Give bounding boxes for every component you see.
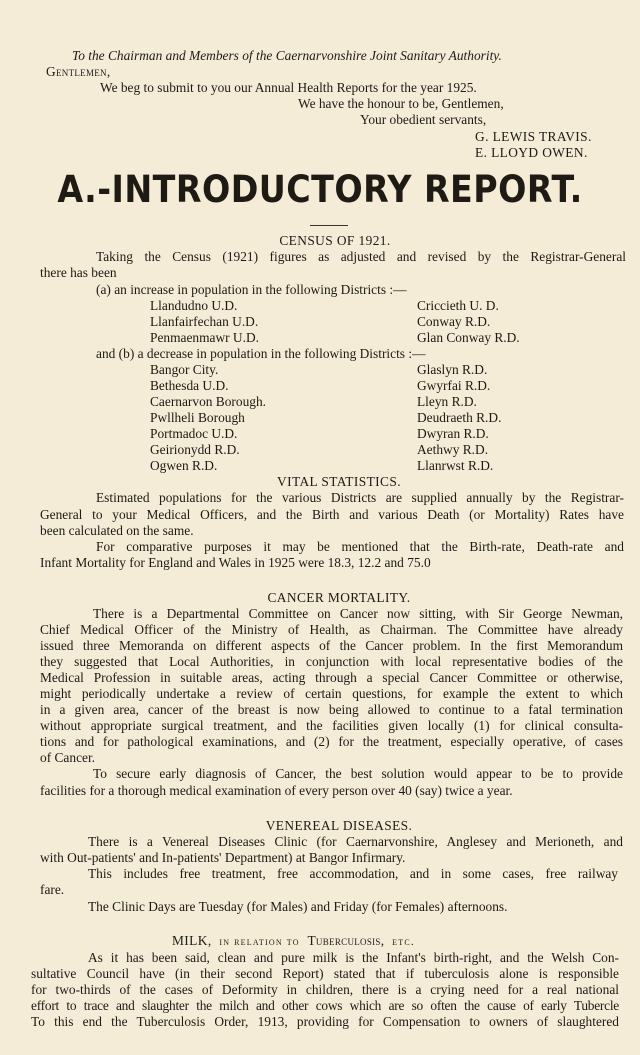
district-name: Llanrwst R.D. <box>417 458 494 473</box>
vital-statistics-heading: VITAL STATISTICS. <box>277 474 401 489</box>
cancer-heading: CANCER MORTALITY. <box>267 590 411 605</box>
district-name: Penmaenmawr U.D. <box>150 330 259 345</box>
vital-text-line: Infant Mortality for England and Wales in 1925 were 18.3, 12.2 and 75.0 <box>40 555 431 570</box>
title-rule <box>310 225 348 226</box>
district-name: Lleyn R.D. <box>417 394 477 409</box>
district-name: Criccieth U. D. <box>417 298 499 313</box>
census-intro-line-1: Taking the Census (1921) figures as adjusted and revised by the Registrar-General <box>96 249 626 264</box>
milk-heading <box>172 933 415 950</box>
district-name: Llandudno U.D. <box>150 298 238 313</box>
milk-heading-main: MILK, <box>172 933 212 948</box>
milk-text-line: effort to trace and slaughter the milch and other cows which are so often the cause of early Tubercle <box>31 998 619 1013</box>
letter-body: We beg to submit to you our Annual Health Reports for the year 1925. <box>100 80 477 95</box>
cancer-text-line: To secure early diagnosis of Cancer, the best solution would appear to be to provide <box>93 766 623 781</box>
venereal-text-line: This includes free treatment, free accommodation, and in some cases, free railway <box>88 866 618 881</box>
district-name: Pwllheli Borough <box>150 410 245 425</box>
milk-heading-mid: in relation to <box>219 936 300 948</box>
district-name: Portmadoc U.D. <box>150 426 238 441</box>
cancer-text-line: Chief Medical Officer of the Ministry of Health, as Chairman. The Committee have already <box>40 622 623 637</box>
venereal-text-line: The Clinic Days are Tuesday (for Males) and Friday (for Females) afternoons. <box>88 899 508 914</box>
district-name: Caernarvon Borough. <box>150 394 267 409</box>
cancer-text-line: There is a Departmental Committee on Cancer now sitting, with Sir George Newman, <box>93 606 623 621</box>
district-name: Gwyrfai R.D. <box>417 378 491 393</box>
district-name: Bethesda U.D. <box>150 378 229 393</box>
district-name: Conway R.D. <box>417 314 491 329</box>
closing-line-1: We have the honour to be, Gentlemen, <box>298 96 504 111</box>
report-title: A.-INTRODUCTORY REPORT. <box>57 168 583 211</box>
milk-text-line: As it has been said, clean and pure milk is the Infant's birth-right, and the Welsh Con- <box>88 950 619 965</box>
closing-line-2: Your obedient servants, <box>360 112 487 127</box>
census-heading: CENSUS OF 1921. <box>279 233 391 248</box>
district-name: Llanfairfechan U.D. <box>150 314 259 329</box>
venereal-text-line: There is a Venereal Diseases Clinic (for Caernarvonshire, Anglesey and Merioneth, and <box>88 834 623 849</box>
cancer-text-line: Medical Profession in suitable areas, acting through a special Cancer Committee or otherwise, <box>40 670 623 685</box>
address-line: To the Chairman and Members of the Caernarvonshire Joint Sanitary Authority. <box>72 48 502 63</box>
venereal-text-line: fare. <box>40 882 65 897</box>
cancer-text-line: facilities for a thorough medical examination of every person over 40 (say) twice a year. <box>40 783 513 798</box>
increase-intro: (a) an increase in population in the following Districts :— <box>96 282 407 297</box>
cancer-text-line: they suggested that Local Authorities, in conjunction with local representative bodies of the <box>40 654 623 669</box>
district-name: Bangor City. <box>150 362 219 377</box>
milk-text-line: for two-thirds of the cases of Deformity in children, there is a crying need for a real national <box>31 982 619 997</box>
district-name: Aethwy R.D. <box>417 442 489 457</box>
venereal-heading: VENEREAL DISEASES. <box>265 818 413 833</box>
vital-text-line: been calculated on the same. <box>40 523 194 538</box>
vital-text-line: Estimated populations for the various Districts are supplied annually by the Registrar- <box>96 490 624 505</box>
milk-text-line: To this end the Tuberculosis Order, 1913, providing for Compensation to owners of slaughtered <box>31 1014 619 1029</box>
cancer-text-line: might periodically undertake a review of certain questions, for example the extent to which <box>40 686 623 701</box>
district-name: Geirionydd R.D. <box>150 442 240 457</box>
district-name: Dwyran R.D. <box>417 426 489 441</box>
district-name: Ogwen R.D. <box>150 458 218 473</box>
cancer-text-line: tions and for pathological examinations, and (2) for the treatment, especially operative, of cases <box>40 734 623 749</box>
cancer-text-line: in a given area, cancer of the breast is now being allowed to continue to a fatal termination <box>40 702 623 717</box>
cancer-text-line: issued three Memoranda on different aspects of the Cancer problem. In the first Memorandum <box>40 638 623 653</box>
census-intro-line-2: there has been <box>40 265 117 280</box>
cancer-text-line: without appropriate surgical treatment, and the facilities given locally (1) for clinical consulta- <box>40 718 623 733</box>
milk-text-line: sultative Council have (in their second Report) stated that if tuberculosis alone is responsible <box>31 966 619 981</box>
cancer-text-line: of Cancer. <box>40 750 96 765</box>
signatory-2: E. LLOYD OWEN. <box>475 145 588 160</box>
district-name: Glaslyn R.D. <box>417 362 488 377</box>
milk-heading-end: etc. <box>392 936 415 948</box>
salutation: Gentlemen, <box>46 64 111 79</box>
vital-text-line: For comparative purposes it may be mentioned that the Birth-rate, Death-rate and <box>96 539 624 554</box>
decrease-intro: and (b) a decrease in population in the following Districts :— <box>96 346 426 361</box>
venereal-text-line: with Out-patients' and In-patients' Department) at Bangor Infirmary. <box>40 850 406 865</box>
district-name: Deudraeth R.D. <box>417 410 502 425</box>
district-name: Glan Conway R.D. <box>417 330 520 345</box>
milk-heading-topic: Tuberculosis, <box>307 933 385 948</box>
signatory-1: G. LEWIS TRAVIS. <box>475 129 592 144</box>
vital-text-line: General to your Medical Officers, and the Birth and various Death (or Mortality) Rates have <box>40 507 624 522</box>
